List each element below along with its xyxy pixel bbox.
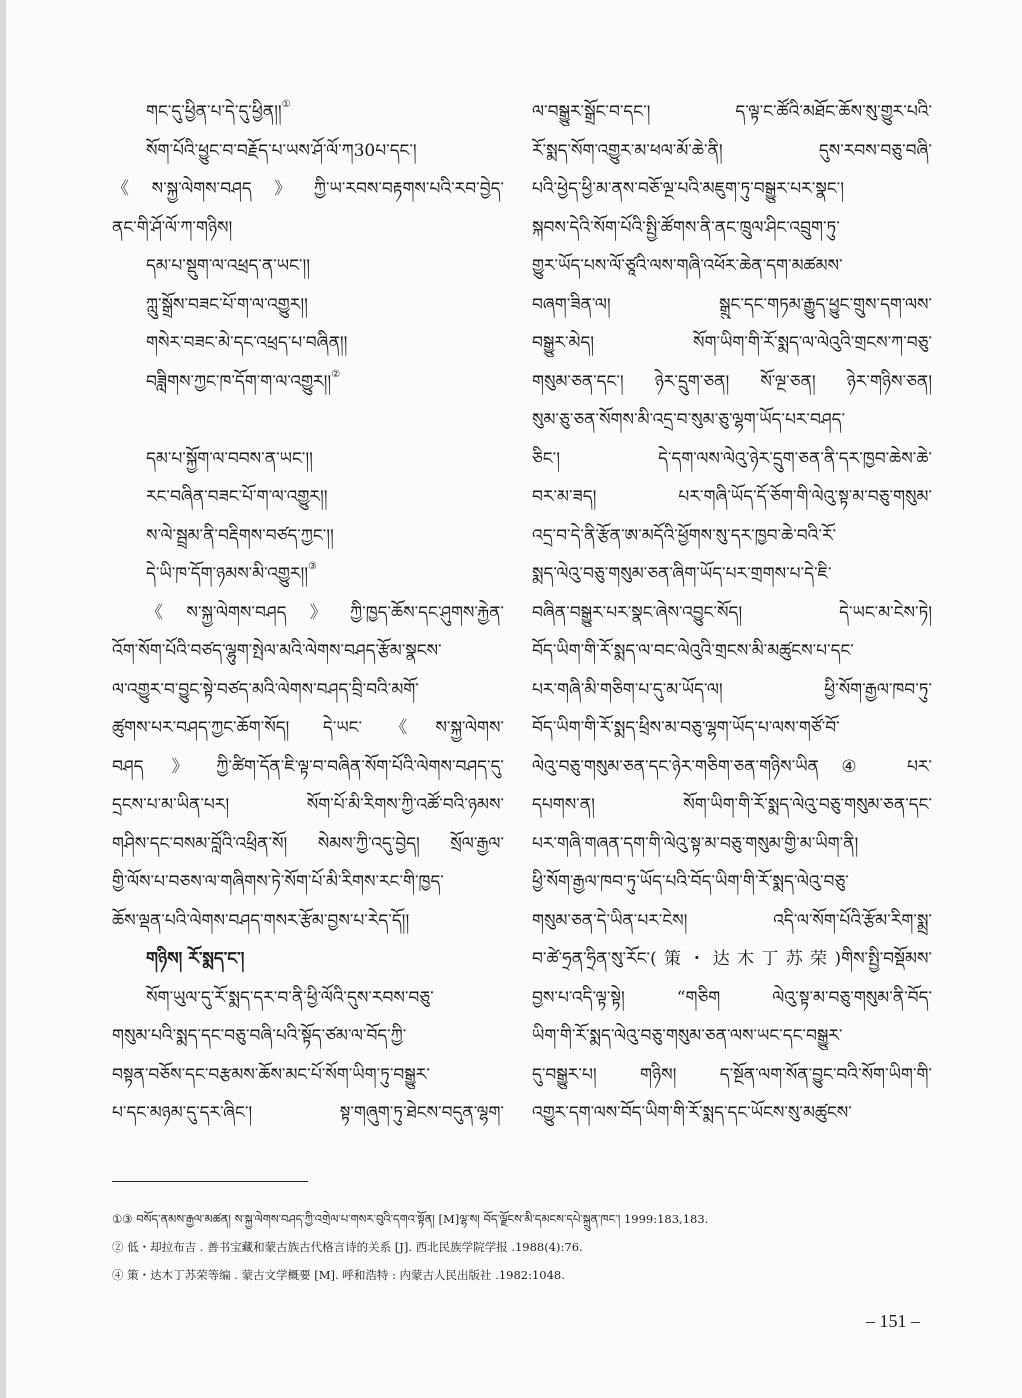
line-text: གཉིས། རོ་སྨད་ང་། — [146, 949, 245, 969]
text-line: བོད་ཡིག་གི་རོ་སྨད་ཕྲིས་མ་བཅུ་ལྷག་ཡོད་པ་ལས་གཙོ་བོ་ — [532, 718, 840, 738]
page-number: – 151 – — [866, 1311, 920, 1331]
line-text: ས་ལེ་སྦྲམ་ནི་བརྡིགས་བཙད་ཀྱང་།། — [146, 525, 334, 546]
text-line — [146, 483, 328, 511]
text-line: པར་གཞི་གཞན་དག་གི་ལེའུ་སྟ་མ་བཅུ་གསུམ་གྱི་མ་ཡིག་ནི། — [532, 833, 859, 854]
text-line: ལེའུ་བཅུ་གསུམ་ཅན་དང་ཉེར་གཅིག་ཅན་གཉིས་ཡིན④ པར་ — [532, 756, 932, 777]
text-line: འགྱུར་དག་ལས་བོད་ཡིག་གི་རོ་སྨད་དང་ཡོངས་སུ་མཚུངས་ — [532, 1103, 852, 1123]
text-line — [146, 522, 334, 550]
text-line — [112, 753, 504, 781]
text-line: ཕྱི་སོག་རྒྱལ་ཁབ་ཏུ་ཡོད་པའི་བོད་ཡིག་གི་རོ་སྨད་ལེའུ་བཅུ་ — [532, 872, 849, 892]
text-line — [112, 791, 504, 819]
footnote-marker: ③ — [308, 561, 318, 572]
text-line: སྨད་ལེའུ་བཅུ་གསུམ་ཅན་ཞིག་ཡོད་པར་གྲགས་པ་དེ་ཇི་ — [532, 564, 832, 584]
line-text: བཟླིགས་ཀྱང་ཁ་དོག་ག་ལ་འགྱུར།། — [146, 371, 332, 392]
footnote-3: ④ 策・达木丁苏荣等编 . 蒙古文学概要 [M]. 呼和浩特 : 内蒙古人民出版社 .1982:1048. — [112, 1268, 565, 1282]
text-line — [112, 1061, 504, 1089]
text-line: བར་མ་ཟད། པར་གཞི་ཡོད་དོ་ཅོག་གི་ལེའུ་སྟ་མ་བཅུ་གསུམ་ — [532, 487, 932, 507]
line-text: དྲངས་པ་མ་ཡིན་པར། སོག་པོ་མི་རིགས་ཀྱི་འཚོ་བའི་ཉམས་ — [112, 795, 504, 815]
text-line: པར་གཞི་མི་གཅིག་པ་དུ་མ་ཡོད་ལ། ཕྱི་སོག་རྒྱལ་ཁབ་ཏུ་ — [532, 679, 932, 700]
text-line: དཔགས་ན། སོག་ཡིག་གི་རོ་སྨད་ལེའུ་བཅུ་གསུམ་ཅན་དང་ — [532, 795, 932, 815]
text-line — [112, 1022, 504, 1050]
line-text: བསྟན་བཅོས་དང་བརྩམས་ཆོས་མང་པོ་སོག་ཡིག་ཏུ་བསྒྱུར་ — [112, 1064, 430, 1085]
text-line: བཞག་ཟིན་ལ། སྒྲུང་དང་གཏམ་རྒྱུད་ཕྱུང་གྲུས་དག་ལས་ — [532, 294, 932, 315]
text-line: ཅིང་། དེ་དག་ལས་ལེའུ་ཉེར་དྲུག་ཅན་ནི་དར་ཁྱབ་ཆེས་ཆེ་ — [532, 448, 932, 469]
line-text: གྱི་ལོས་པ་བཅས་ལ་གཞིགས་ཏེ་སོག་པོ་མི་རིགས་རང་གི་ཁྱད་ — [112, 872, 444, 892]
text-line — [112, 714, 504, 742]
line-text: རང་བཞིན་བཟང་པོ་ག་ལ་འགྱུར།། — [146, 487, 328, 507]
text-line — [112, 1099, 504, 1127]
line-text: 《ས་སྐྱ་ལེགས་བཤད》ཀྱི་ཡ་རབས་བརྟགས་པའི་རབ་བྱེད་ — [112, 179, 504, 199]
text-line: དུ་བསྒྱུར་པ། གཉིས། ད་སྔོན་ལག་སོན་བྱུང་བའི་སོག་ཡིག་གི་ — [532, 1064, 932, 1085]
text-line — [146, 984, 504, 1012]
line-text: འོག་སོག་པོའི་བཙད་ལྷུག་སྤེལ་མའི་ལེགས་བཤད་རྩོམ་སྣངས་ — [112, 641, 442, 661]
footnote-rule — [112, 1181, 308, 1182]
text-line — [146, 368, 340, 396]
text-line — [112, 868, 504, 896]
text-line — [146, 329, 347, 357]
footnote-1: ①③ བསོད་ནམས་རྒྱལ་མཚན། ས་སྐྱ་ལེགས་བཤད་ཀྱི་འགྲེལ་པ་གསར་བུའི་དགའ་སྟོན། [M]ལྷ་ས། བོད་ལྗོངས་མི་དམངས་དཔེ་སྐྲུན་ཁང་། 1999:183,183. — [112, 1212, 709, 1226]
line-text: ཚུགས་པར་བཤད་ཀྱང་ཆོག་སོད། དེ་ཡང་《ས་སྐྱ་ལེགས་ — [112, 718, 504, 738]
text-line: པའི་ཕྱེད་ཕྱི་མ་ནས་བཅོ་ལྔ་པའི་མཇུག་ཏུ་བསྒྱུར་པར་སྣང་། — [532, 179, 844, 199]
text-line — [112, 175, 504, 203]
text-line — [112, 907, 409, 935]
text-line: བཞིན་བསྒྱུར་པར་སྣང་ཞེས་འབྱུང་སོད། དེ་ཡང་མ་ངེས་ཏེ། — [532, 602, 932, 623]
text-line — [146, 137, 504, 165]
line-text: 《ས་སྐྱ་ལེགས་བཤད》ཀྱི་ཁྱད་ཆོས་དང་ཤུགས་རྐྱེན་ — [146, 602, 504, 623]
footnote-marker: ② — [331, 368, 341, 380]
text-line — [112, 676, 504, 704]
text-line — [146, 560, 317, 588]
line-text: གང་དུ་ཕྱིན་པ་དེ་དུ་ཕྱིན།། — [146, 102, 282, 122]
text-line — [146, 599, 504, 627]
page-edge — [0, 0, 6, 1398]
text-line: བོད་ཡིག་གི་རོ་སྨད་ལ་བང་ལེའུའི་གྲངས་མི་མཚུངས་པ་དང་ — [532, 641, 854, 661]
text-line — [146, 291, 308, 319]
text-line: བ་ཚེ་ཧྲན་ཧྲིན་སུ་རོང་(策・达木丁苏荣)གིས་སྤྱི་བསྡོམས་ — [532, 949, 932, 969]
line-text: དེ་ཡི་ཁ་དོག་ཉམས་མི་འགྱུར།། — [146, 564, 309, 584]
line-text: དམ་པ་སྐྱོག་ལ་བབས་ན་ཡང་།། — [146, 448, 313, 469]
text-line: བྱས་པ་འདི་ལྟ་སྟེ། “གཅིག ལེའུ་སྟ་མ་བཅུ་གསུམ་ནི་བོད་ — [532, 987, 932, 1008]
text-line: གྱུར་ཡོད་པས་ལོ་ཙཱའི་ལས་གཞི་འཕོར་ཆེན་དག་མཚམས་ — [532, 256, 843, 276]
section-heading — [146, 945, 244, 973]
line-text: ཆོས་ལྡན་པའི་ལེགས་བཤད་གསར་རྩོམ་བྱས་པ་རེད་དོ།། — [112, 910, 410, 931]
text-line: གསུམ་ཅན་དང་། ཉེར་དྲུག་ཅན། སོ་ལྔ་ཅན། ཉེར་གཉིས་ཅན། — [532, 371, 932, 392]
line-text: དམ་པ་སྡུག་ལ་འཕྲད་ན་ཡང་།། — [146, 256, 311, 276]
footnote-2: ② 低・却拉布吉 . 善书宝藏和蒙古族古代格言诗的关系 [J]. 西北民族学院学报 .1988(4):76. — [112, 1240, 583, 1254]
text-line: སུམ་ཅུ་ཅན་སོགས་མི་འདྲ་བ་སུམ་ཅུ་ལྷག་ཡོད་པར་བཤད་ — [532, 410, 846, 430]
footnote-marker: ① — [281, 99, 291, 110]
text-line — [112, 637, 504, 665]
text-line — [146, 445, 313, 473]
text-line — [146, 252, 310, 280]
text-line — [146, 98, 291, 126]
text-line — [112, 214, 232, 242]
line-text: གཤིས་དང་བསམ་བློའི་འཕྲིན་སོ། སེམས་ཀྱི་འདུ་བྱེད། སྲོལ་རྒྱལ་ — [112, 833, 504, 854]
line-text: སོག་ཡུལ་དུ་རོ་སྨད་དར་བ་ནི་ཕྱི་ལོའི་དུས་རབས་བཅུ་ — [146, 987, 434, 1008]
text-line: འདྲ་བ་དེ་ནི་རྩོན་ཨ་མདོའི་ཕྱོགས་སུ་དར་ཁྱབ་ཆེ་བའི་རོ་ — [532, 525, 837, 546]
line-text: ལ་འགྱུར་བ་བྱུང་སྟེ་བཙད་མའི་ལེགས་བཤད་བྲི་བའི་མགོ་ — [112, 679, 419, 700]
line-text: གསུམ་པའི་སྨད་དང་བཅུ་བཞི་པའི་སྟོད་ཙམ་ལ་བོད་ཀྱི་ — [112, 1026, 407, 1046]
text-line — [112, 830, 504, 858]
line-text: པ་དང་མཉམ་དུ་དར་ཞིང་། སྟ་གཞུག་ཏུ་ཐེངས་བདུན་ལྷག་ — [112, 1103, 504, 1123]
text-line: བསྒྱུར་མེད། སོག་ཡིག་གི་རོ་སྨད་ལ་ལེའུའི་གྲངས་ཀ་བཅུ་ — [532, 333, 932, 353]
line-text: བཤད》ཀྱི་ཚིག་དོན་ཇི་ལྟ་བ་བཞིན་སོག་པོའི་ལེགས་བཤད་དུ་ — [112, 756, 504, 777]
text-line: ཡིག་གི་རོ་སྨད་ལེའུ་བཅུ་གསུམ་ཅན་ལས་ཡང་དང་བསྒྱུར་ — [532, 1026, 843, 1046]
line-text: སོག་པོའི་ཕྱུང་བ་བརྗོད་པ་ཡས་ཤོ་ལོ་ཀ30པ་དང་། — [146, 140, 417, 161]
text-line: ལ་བསྒྱུར་སྒྲོང་བ་དང་། ད་ལྟ་ང་ཚོའི་མཐོང་ཆོས་སུ་གྱུར་པའི་ — [532, 102, 932, 122]
text-line: གསུམ་ཅན་དེ་ཡིན་པར་ངེས། འདི་ལ་སོག་པོའི་རྩོམ་རིག་སྨྲ་ — [532, 910, 932, 931]
text-line: སྐབས་དེའི་སོག་པོའི་སྤྱི་ཚོགས་ནི་ནང་ཁྲུལ་ཤིང་འབྲུག་ཏུ་ — [532, 217, 840, 238]
line-text: ནང་གི་ཤོ་ལོ་ཀ་གཉིས། — [112, 217, 233, 238]
text-line: རོ་སྨད་སོག་འགྱུར་མ་ཕལ་མོ་ཆེ་ནི། དུས་རབས་བཅུ་བཞི་ — [532, 140, 932, 161]
line-text: ཀླུ་སྒྲོས་བཟང་པོ་ག་ལ་འགྱུར།། — [146, 294, 308, 315]
line-text: གསེར་བཟང་མེ་དང་འཕྲད་པ་བཞིན།། — [146, 333, 348, 353]
